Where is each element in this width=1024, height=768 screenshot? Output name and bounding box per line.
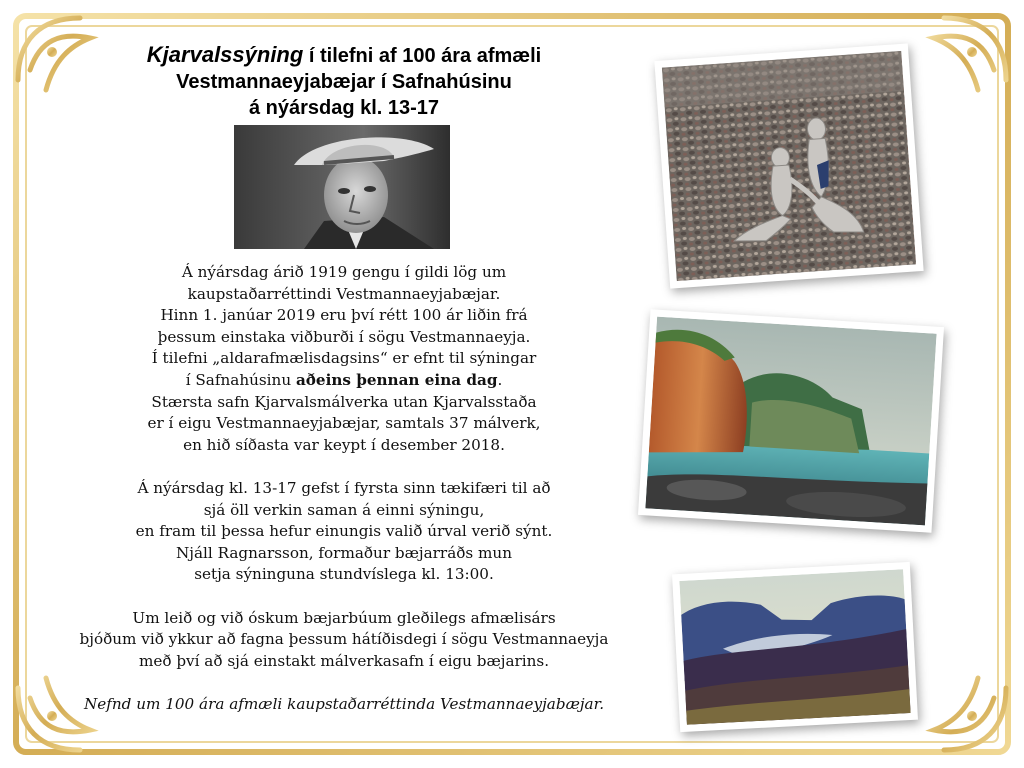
- painting-2: [638, 309, 944, 533]
- p1-l6-bold: aðeins þennan eina dag: [295, 370, 498, 389]
- p2-line: Njáll Ragnarsson, formaður bæjarráðs mun: [176, 543, 512, 562]
- p1-line: en hið síðasta var keypt í desember 2018.: [183, 435, 505, 454]
- p1-line: Hinn 1. janúar 2019 eru því rétt 100 ár liðin frá: [160, 306, 528, 325]
- p3-line: bjóðum við ykkur að fagna þessum hátíðisdegi í sögu Vestmannaeyja: [79, 630, 609, 649]
- body-text: [60, 262, 628, 715]
- p1-line: [60, 370, 628, 392]
- paragraph-gap: [60, 456, 628, 478]
- paragraph-gap: [60, 586, 628, 608]
- paragraph-gap: [60, 672, 628, 694]
- painting-cliffs-icon: [645, 317, 936, 526]
- p3-line: með því að sjá einstakt málverkasafn í eigu bæjarins.: [138, 651, 550, 670]
- p1-line: Á nýársdag árið 1919 gengu í gildi lög um: [181, 263, 507, 281]
- p3-line: Um leið og við óskum bæjarbúum gleðilegs afmælisárs: [132, 608, 556, 627]
- p1-line: kaupstaðarréttindi Vestmannaeyjabæjar.: [187, 284, 501, 303]
- p1-line: er í eigu Vestmannaeyjabæjar, samtals 37 málverk,: [147, 414, 541, 433]
- painting-1: [654, 43, 923, 288]
- title-italic: Kjarvalssýning: [146, 42, 304, 67]
- painting-mountains-icon: [679, 569, 910, 725]
- p2-line: setja sýninguna stundvíslega kl. 13:00.: [194, 565, 494, 584]
- p1-line: Í tilefni „aldarafmælisdagsins“ er efnt til sýningar: [151, 349, 537, 368]
- painting-3: [672, 562, 918, 732]
- p1-l6-pre: í Safnahúsinu: [185, 370, 296, 389]
- title-line3: á nýársdag kl. 13-17: [248, 97, 440, 119]
- p2-line: sjá öll verkin saman á einni sýningu,: [203, 500, 485, 519]
- portrait-photo: [234, 125, 450, 249]
- title-line2: Vestmannaeyjabæjar í Safnahúsinu: [176, 71, 512, 93]
- painting-figures-icon: [662, 51, 916, 281]
- portrait-photo-icon: [234, 125, 450, 249]
- p1-line: Stærsta safn Kjarvalsmálverka utan Kjarvalsstaða: [151, 392, 537, 411]
- p1-l6-post: .: [497, 370, 503, 389]
- title-line1: í tilefni af 100 ára afmæli: [303, 45, 542, 67]
- p1-line: þessum einstaka viðburði í sögu Vestmannaeyja.: [157, 327, 531, 346]
- p2-line: Á nýársdag kl. 13-17 gefst í fyrsta sinn tækifæri til að: [137, 478, 551, 497]
- signoff: Nefnd um 100 ára afmæli kaupstaðarréttinda Vestmannaeyjabæjar.: [83, 694, 605, 713]
- page-title: [80, 42, 608, 121]
- p2-line: en fram til þessa hefur einungis valið úrval verið sýnt.: [135, 522, 553, 541]
